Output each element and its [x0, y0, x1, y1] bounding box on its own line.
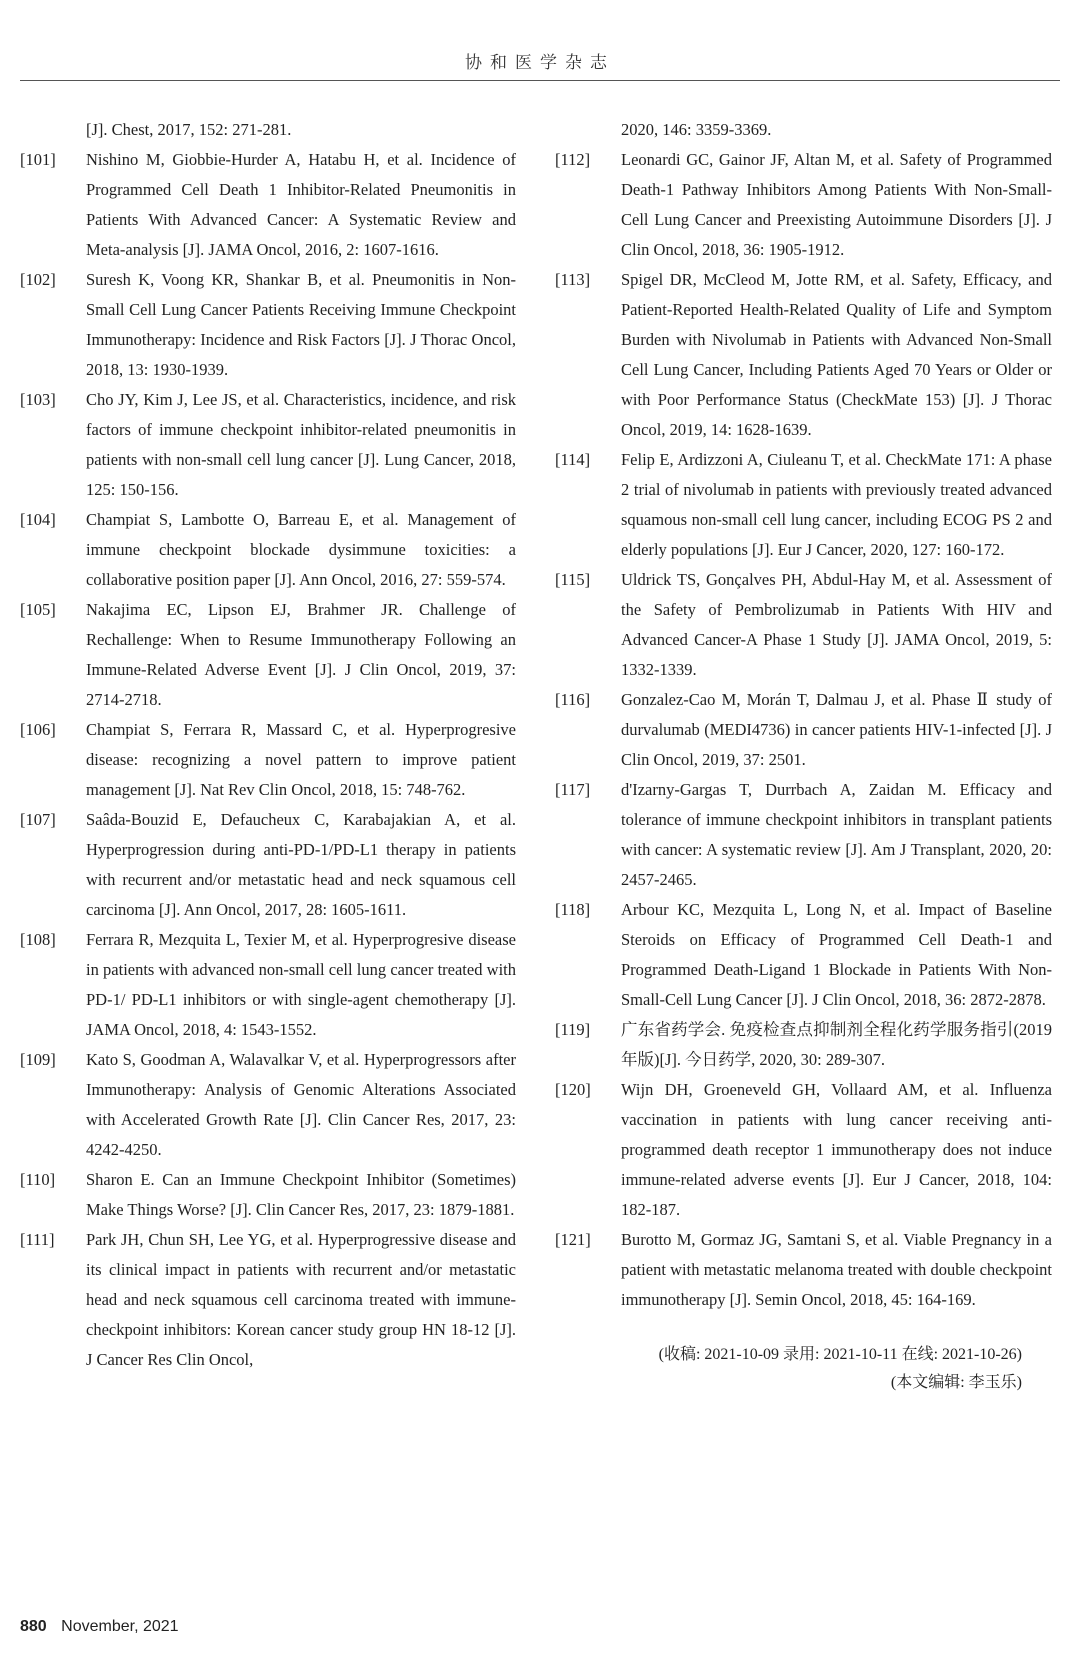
reference-text: Uldrick TS, Gonçalves PH, Abdul-Hay M, et al. Assessment of the Safety of Pembrolizumab in Patients With HIV and Advanced Cancer-A Phase 1 Study [J]. JAMA Oncol, 2019, 5: 1332-1339. [621, 570, 1052, 679]
reference-number: [107] [20, 810, 56, 829]
reference-entry [20, 505, 516, 595]
reference-entry [555, 1075, 1052, 1225]
reference-entry [555, 445, 1052, 565]
reference-text: Suresh K, Voong KR, Shankar B, et al. Pneumonitis in Non-Small Cell Lung Cancer Patients Receiving Immune Checkpoint Immunotherapy: Incidence and Risk Factors [J]. J Thorac Oncol, 2018, 13: 1930-1939. [86, 270, 516, 379]
reference-text: Spigel DR, McCleod M, Jotte RM, et al. Safety, Efficacy, and Patient-Reported Health-Related Quality of Life and Symptom Burden with Nivolumab in Patients with Advanced Non-Small Cell Lung Cancer, Including Patients Aged 70 Years or Older or with Poor Performance Status (CheckMate 153) [J]. J Thorac Oncol, 2019, 14: 1628-1639. [621, 270, 1052, 439]
reference-entry [555, 1015, 1052, 1075]
reference-entry [555, 265, 1052, 445]
reference-entry [20, 1225, 516, 1375]
reference-text: Kato S, Goodman A, Walavalkar V, et al. Hyperprogressors after Immunotherapy: Analysis of Genomic Alterations Associated with Accelerated Growth Rate [J]. Clin Cancer Res, 2017, 23: 4242-4250. [86, 1050, 516, 1159]
reference-text: Nakajima EC, Lipson EJ, Brahmer JR. Challenge of Rechallenge: When to Resume Immunotherapy Following an Immune-Related Adverse Event [J]. J Clin Oncol, 2019, 37: 2714-2718. [86, 600, 516, 709]
header-rule [20, 80, 1060, 81]
reference-entry [20, 715, 516, 805]
reference-text: Wijn DH, Groeneveld GH, Vollaard AM, et al. Influenza vaccination in patients with lung cancer receiving anti-programmed death receptor 1 immunotherapy does not induce immune-related adverse events [J]. Eur J Cancer, 2018, 104: 182-187. [621, 1080, 1052, 1219]
reference-text: Gonzalez-Cao M, Morán T, Dalmau J, et al. Phase Ⅱ study of durvalumab (MEDI4736) in cancer patients HIV-1-infected [J]. J Clin Oncol, 2019, 37: 2501. [621, 690, 1052, 769]
reference-text: Champiat S, Ferrara R, Massard C, et al. Hyperprogresive disease: recognizing a novel pattern to improve patient management [J]. Nat Rev Clin Oncol, 2018, 15: 748-762. [86, 720, 516, 799]
reference-entry [20, 595, 516, 715]
reference-text: Champiat S, Lambotte O, Barreau E, et al. Management of immune checkpoint blockade dysimmune toxicities: a collaborative position paper [J]. Ann Oncol, 2016, 27: 559-574. [86, 510, 516, 589]
reference-number: [103] [20, 390, 56, 409]
reference-entry [555, 565, 1052, 685]
received-dates: (收稿: 2021-10-09 录用: 2021-10-11 在线: 2021-10-26) [658, 1346, 1022, 1363]
continuation-text: 2020, 146: 3359-3369. [621, 120, 772, 139]
reference-number: [119] [555, 1020, 591, 1039]
reference-list-left [20, 145, 516, 1375]
reference-number: [110] [20, 1170, 56, 1189]
reference-entry [555, 775, 1052, 895]
page-footer [20, 1618, 179, 1636]
reference-number: [105] [20, 600, 56, 619]
left-column [20, 115, 516, 1375]
reference-number: [106] [20, 720, 56, 739]
reference-number: [111] [20, 1230, 55, 1249]
reference-number: [115] [555, 570, 591, 589]
journal-title: 协和医学杂志 [465, 53, 615, 73]
reference-text: d'Izarny-Gargas T, Durrbach A, Zaidan M. Efficacy and tolerance of immune checkpoint inhibitors in transplant patients with cancer: A systematic review [J]. Am J Transplant, 2020, 20: 2457-2465. [621, 780, 1052, 889]
reference-entry [20, 145, 516, 265]
reference-number: [116] [555, 690, 591, 709]
reference-text: Park JH, Chun SH, Lee YG, et al. Hyperprogressive disease and its clinical impact in patients with recurrent and/or metastatic head and neck squamous cell carcinoma treated with immune-checkpoint inhibitors: Korean cancer study group HN 18-12 [J]. J Cancer Res Clin Oncol, [86, 1230, 516, 1369]
reference-entry [555, 895, 1052, 1015]
reference-text: Nishino M, Giobbie-Hurder A, Hatabu H, et al. Incidence of Programmed Cell Death 1 Inhibitor-Related Pneumonitis in Patients With Advanced Cancer: A Systematic Review and Meta-analysis [J]. JAMA Oncol, 2016, 2: 1607-1616. [86, 150, 516, 259]
reference-number: [112] [555, 150, 591, 169]
reference-text: Saâda-Bouzid E, Defaucheux C, Karabajakian A, et al. Hyperprogression during anti-PD-1/PD-L1 therapy in patients with recurrent and/or metastatic head and neck squamous cell carcinoma [J]. Ann Oncol, 2017, 28: 1605-1611. [86, 810, 516, 919]
reference-text: Cho JY, Kim J, Lee JS, et al. Characteristics, incidence, and risk factors of immune checkpoint inhibitor-related pneumonitis in patients with non-small cell lung cancer [J]. Lung Cancer, 2018, 125: 150-156. [86, 390, 516, 499]
reference-entry [555, 1225, 1052, 1315]
reference-number: [117] [555, 780, 591, 799]
reference-number: [114] [555, 450, 591, 469]
reference-text: Arbour KC, Mezquita L, Long N, et al. Impact of Baseline Steroids on Efficacy of Programmed Cell Death-1 and Programmed Death-Ligand 1 Blockade in Patients With Non-Small-Cell Lung Cancer [J]. J Clin Oncol, 2018, 36: 2872-2878. [621, 900, 1052, 1009]
reference-entry [20, 265, 516, 385]
reference-number: [102] [20, 270, 56, 289]
continuation-text: [J]. Chest, 2017, 152: 271-281. [86, 120, 292, 139]
reference-text: Ferrara R, Mezquita L, Texier M, et al. Hyperprogresive disease in patients with advanced non-small cell lung cancer treated with PD-1/ PD-L1 inhibitors or with single-agent chemotherapy [J]. JAMA Oncol, 2018, 4: 1543-1552. [86, 930, 516, 1039]
reference-text: Burotto M, Gormaz JG, Samtani S, et al. Viable Pregnancy in a patient with metastatic melanoma treated with double checkpoint immunotherapy [J]. Semin Oncol, 2018, 45: 164-169. [621, 1230, 1052, 1309]
reference-number: [121] [555, 1230, 591, 1249]
reference-number: [109] [20, 1050, 56, 1069]
reference-entry [20, 1165, 516, 1225]
page-number: 880 [20, 1618, 47, 1635]
reference-number: [113] [555, 270, 591, 289]
reference-text: Sharon E. Can an Immune Checkpoint Inhibitor (Sometimes) Make Things Worse? [J]. Clin Cancer Res, 2017, 23: 1879-1881. [86, 1170, 516, 1219]
editor-credit: (本文编辑: 李玉乐) [890, 1374, 1022, 1391]
reference-entry [20, 385, 516, 505]
reference-entry [20, 805, 516, 925]
reference-text: Felip E, Ardizzoni A, Ciuleanu T, et al. CheckMate 171: A phase 2 trial of nivolumab in patients with previously treated advanced squamous non-small cell lung cancer, including ECOG PS 2 and elderly populations [J]. Eur J Cancer, 2020, 127: 160-172. [621, 450, 1052, 559]
reference-text: 广东省药学会. 免疫检查点抑制剂全程化药学服务指引(2019年版)[J]. 今日药学, 2020, 30: 289-307. [621, 1020, 1052, 1069]
reference-number: [104] [20, 510, 56, 529]
reference-entry [555, 685, 1052, 775]
reference-entry [20, 925, 516, 1045]
reference-number: [120] [555, 1080, 591, 1099]
right-column [555, 115, 1052, 1397]
reference-number: [101] [20, 150, 56, 169]
reference-text: Leonardi GC, Gainor JF, Altan M, et al. Safety of Programmed Death-1 Pathway Inhibitors Among Patients With Non-Small-Cell Lung Cancer and Preexisting Autoimmune Disorders [J]. J Clin Oncol, 2018, 36: 1905-1912. [621, 150, 1052, 259]
reference-entry [20, 1045, 516, 1165]
reference-number: [118] [555, 900, 591, 919]
reference-number: [108] [20, 930, 56, 949]
reference-entry [555, 145, 1052, 265]
reference-list-right [555, 145, 1052, 1315]
issue-date: November, 2021 [61, 1618, 179, 1635]
